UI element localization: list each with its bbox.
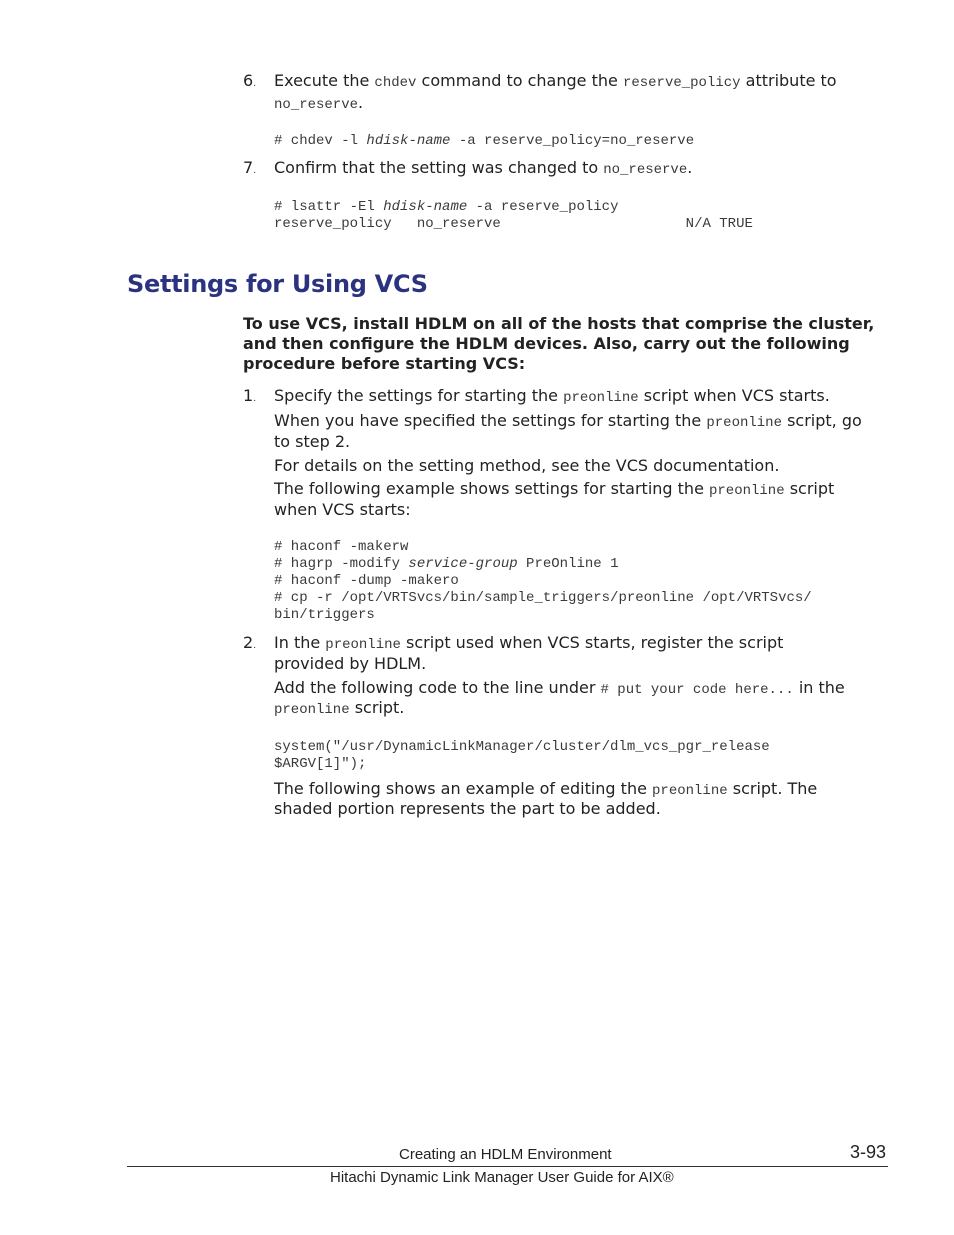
step-7-number: 7.: [243, 158, 257, 177]
step-1-example-intro-cont: when VCS starts:: [274, 500, 411, 519]
section-heading: Settings for Using VCS: [127, 270, 428, 298]
step-1-number: 1.: [243, 386, 257, 405]
page-number: 3-93: [850, 1142, 887, 1162]
footer-book-title: Hitachi Dynamic Link Manager User Guide for AIX®: [330, 1169, 674, 1186]
step-2-instruction: Add the following code to the line under # put your code here... in the: [274, 678, 845, 698]
step-2-example-intro-cont: shaded portion represents the part to be added.: [274, 799, 661, 818]
step-1-code-block: # haconf -makerw # hagrp -modify service-group PreOnline 1 # haconf -dump -makero # cp -r /opt/VRTSvcs/bin/sample_triggers/preonline /opt/VRTSvcs/ bin/triggers: [274, 539, 812, 623]
step-6-text-cont: no_reserve.: [274, 93, 364, 113]
section-intro: To use VCS, install HDLM on all of the hosts that comprise the cluster, and then configure the HDLM devices. Also, carry out the following procedure before starting VCS:: [243, 314, 875, 373]
step-6-text: Execute the chdev command to change the reserve_policy attribute to: [274, 71, 837, 91]
step-2-text-cont: provided by HDLM.: [274, 654, 427, 673]
step-7-code-block: # lsattr -El hdisk-name -a reserve_policy reserve_policy no_reserve N/A TRUE: [274, 199, 753, 232]
step-7-text: Confirm that the setting was changed to no_reserve.: [274, 158, 693, 178]
step-6-code-block: # chdev -l hdisk-name -a reserve_policy=no_reserve: [274, 133, 695, 149]
step-2-instruction-cont: preonline script.: [274, 698, 405, 718]
step-1-note: When you have specified the settings for starting the preonline script, go: [274, 411, 862, 431]
step-6-number: 6.: [243, 71, 257, 90]
step-1-note-cont: to step 2.: [274, 432, 351, 451]
step-2-number: 2.: [243, 633, 257, 652]
footer-divider: [127, 1166, 888, 1167]
step-1-text: Specify the settings for starting the preonline script when VCS starts.: [274, 386, 830, 406]
footer-chapter-title: Creating an HDLM Environment: [399, 1146, 612, 1163]
step-2-code-block: system("/usr/DynamicLinkManager/cluster/dlm_vcs_pgr_release $ARGV[1]");: [274, 739, 770, 772]
step-1-example-intro: The following example shows settings for starting the preonline script: [274, 479, 835, 499]
step-2-text: In the preonline script used when VCS starts, register the script: [274, 633, 784, 653]
step-2-example-intro: The following shows an example of editing the preonline script. The: [274, 779, 818, 799]
step-1-details: For details on the setting method, see the VCS documentation.: [274, 456, 780, 475]
